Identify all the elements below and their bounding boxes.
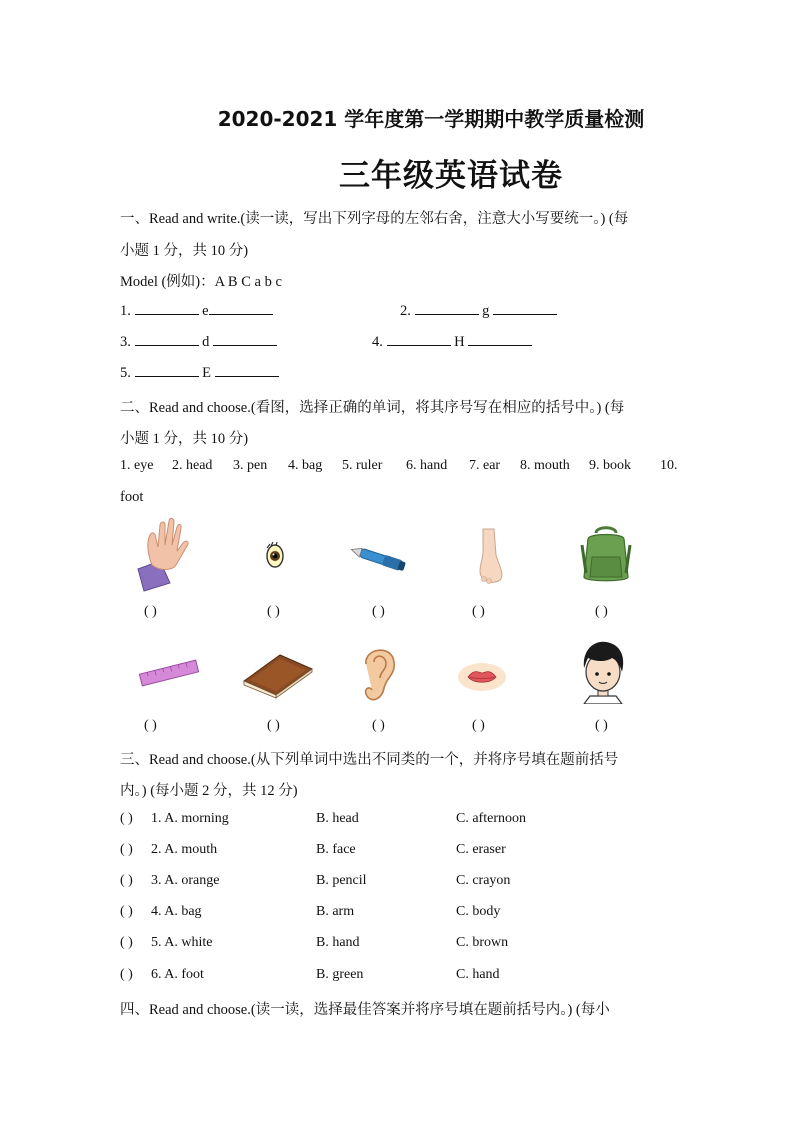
section2-heading: 二、Read and choose.(看图，选择正确的单词，将其序号写在相应的括号中。) (每 xyxy=(120,400,625,416)
section1-heading: 一、Read and write.(读一读，写出下列字母的左邻右舍，注意大小写要统一。) (每 xyxy=(120,211,629,227)
answer-paren[interactable]: ( ) xyxy=(120,967,133,982)
option-a: 4. A. bag xyxy=(151,904,202,919)
hand-picture xyxy=(130,513,192,593)
foot-picture xyxy=(474,527,506,585)
option-c: C. eraser xyxy=(456,842,506,857)
section1-heading-cont: 小题 1 分，共 10 分) xyxy=(120,243,249,259)
section1-item-5: 5. E xyxy=(120,364,279,382)
answer-blank[interactable] xyxy=(209,302,273,315)
answer-paren[interactable]: ( ) xyxy=(120,811,133,826)
answer-blank[interactable] xyxy=(415,302,479,315)
option-c: C. brown xyxy=(456,935,509,950)
option-b: B. arm xyxy=(316,904,355,919)
word-item: 10. xyxy=(660,458,678,473)
question-row xyxy=(120,904,680,924)
section1-item-4: 4. H xyxy=(372,333,532,351)
section3-heading-cont: 内。) (每小题 2 分，共 12 分) xyxy=(120,783,298,799)
option-b: B. hand xyxy=(316,935,360,950)
answer-paren[interactable]: ( ) xyxy=(472,604,485,619)
answer-blank[interactable] xyxy=(135,302,199,315)
answer-paren[interactable]: ( ) xyxy=(372,604,385,619)
option-c: C. hand xyxy=(456,967,500,982)
answer-paren[interactable]: ( ) xyxy=(372,718,385,733)
answer-paren[interactable]: ( ) xyxy=(472,718,485,733)
mouth-picture xyxy=(456,661,508,693)
answer-paren[interactable]: ( ) xyxy=(267,604,280,619)
option-a: 2. A. mouth xyxy=(151,842,218,857)
pen-picture xyxy=(346,542,412,574)
word-item: 4. bag xyxy=(288,458,323,473)
option-c: C. body xyxy=(456,904,501,919)
section4-heading: 四、Read and choose.(读一读，选择最佳答案并将序号填在题前括号内。) (每小 xyxy=(120,1002,610,1018)
bag-picture xyxy=(578,525,634,585)
answer-blank[interactable] xyxy=(387,333,451,346)
question-row xyxy=(120,873,680,893)
option-c: C. afternoon xyxy=(456,811,526,826)
section1-item-3: 3. d xyxy=(120,333,277,351)
section1-item-2: 2. g xyxy=(400,302,557,320)
option-c: C. crayon xyxy=(456,873,511,888)
answer-paren[interactable]: ( ) xyxy=(120,873,133,888)
head-picture xyxy=(576,638,630,704)
answer-paren[interactable]: ( ) xyxy=(267,718,280,733)
answer-paren[interactable]: ( ) xyxy=(595,604,608,619)
word-item: 9. book xyxy=(589,458,631,473)
answer-paren[interactable]: ( ) xyxy=(120,935,133,950)
eye-picture xyxy=(262,540,288,572)
answer-blank[interactable] xyxy=(493,302,557,315)
word-item: 8. mouth xyxy=(520,458,570,473)
option-b: B. green xyxy=(316,967,364,982)
question-row xyxy=(120,842,680,862)
option-a: 1. A. morning xyxy=(151,811,229,826)
word-item-wrap: foot xyxy=(120,489,144,505)
option-b: B. pencil xyxy=(316,873,367,888)
answer-paren[interactable]: ( ) xyxy=(144,604,157,619)
option-a: 6. A. foot xyxy=(151,967,204,982)
answer-blank[interactable] xyxy=(135,333,199,346)
option-a: 5. A. white xyxy=(151,935,213,950)
word-item: 1. eye xyxy=(120,458,154,473)
section2-heading-cont: 小题 1 分，共 10 分) xyxy=(120,431,249,447)
section3-heading: 三、Read and choose.(从下列单词中选出不同类的一个，并将序号填在题前括号 xyxy=(120,752,619,768)
word-item: 7. ear xyxy=(469,458,501,473)
answer-paren[interactable]: ( ) xyxy=(120,842,133,857)
ruler-picture xyxy=(138,655,200,691)
question-row xyxy=(120,935,680,955)
section1-model: Model (例如)：A B C a b c xyxy=(120,274,282,290)
word-item: 3. pen xyxy=(233,458,268,473)
exam-title: 2020-2021 学年度第一学期期中教学质量检测 xyxy=(217,107,645,131)
option-b: B. head xyxy=(316,811,359,826)
question-row xyxy=(120,967,680,987)
exam-subtitle: 三年级英语试卷 xyxy=(339,158,563,194)
answer-blank[interactable] xyxy=(213,333,277,346)
answer-paren[interactable]: ( ) xyxy=(595,718,608,733)
ear-picture xyxy=(358,642,400,706)
book-picture xyxy=(240,651,316,699)
word-item: 6. hand xyxy=(406,458,448,473)
option-b: B. face xyxy=(316,842,356,857)
answer-paren[interactable]: ( ) xyxy=(120,904,133,919)
section1-item-1: 1. e xyxy=(120,302,273,320)
answer-paren[interactable]: ( ) xyxy=(144,718,157,733)
answer-blank[interactable] xyxy=(468,333,532,346)
word-item: 2. head xyxy=(172,458,213,473)
answer-blank[interactable] xyxy=(215,364,279,377)
answer-blank[interactable] xyxy=(135,364,199,377)
question-row xyxy=(120,811,680,831)
option-a: 3. A. orange xyxy=(151,873,220,888)
word-item: 5. ruler xyxy=(342,458,383,473)
